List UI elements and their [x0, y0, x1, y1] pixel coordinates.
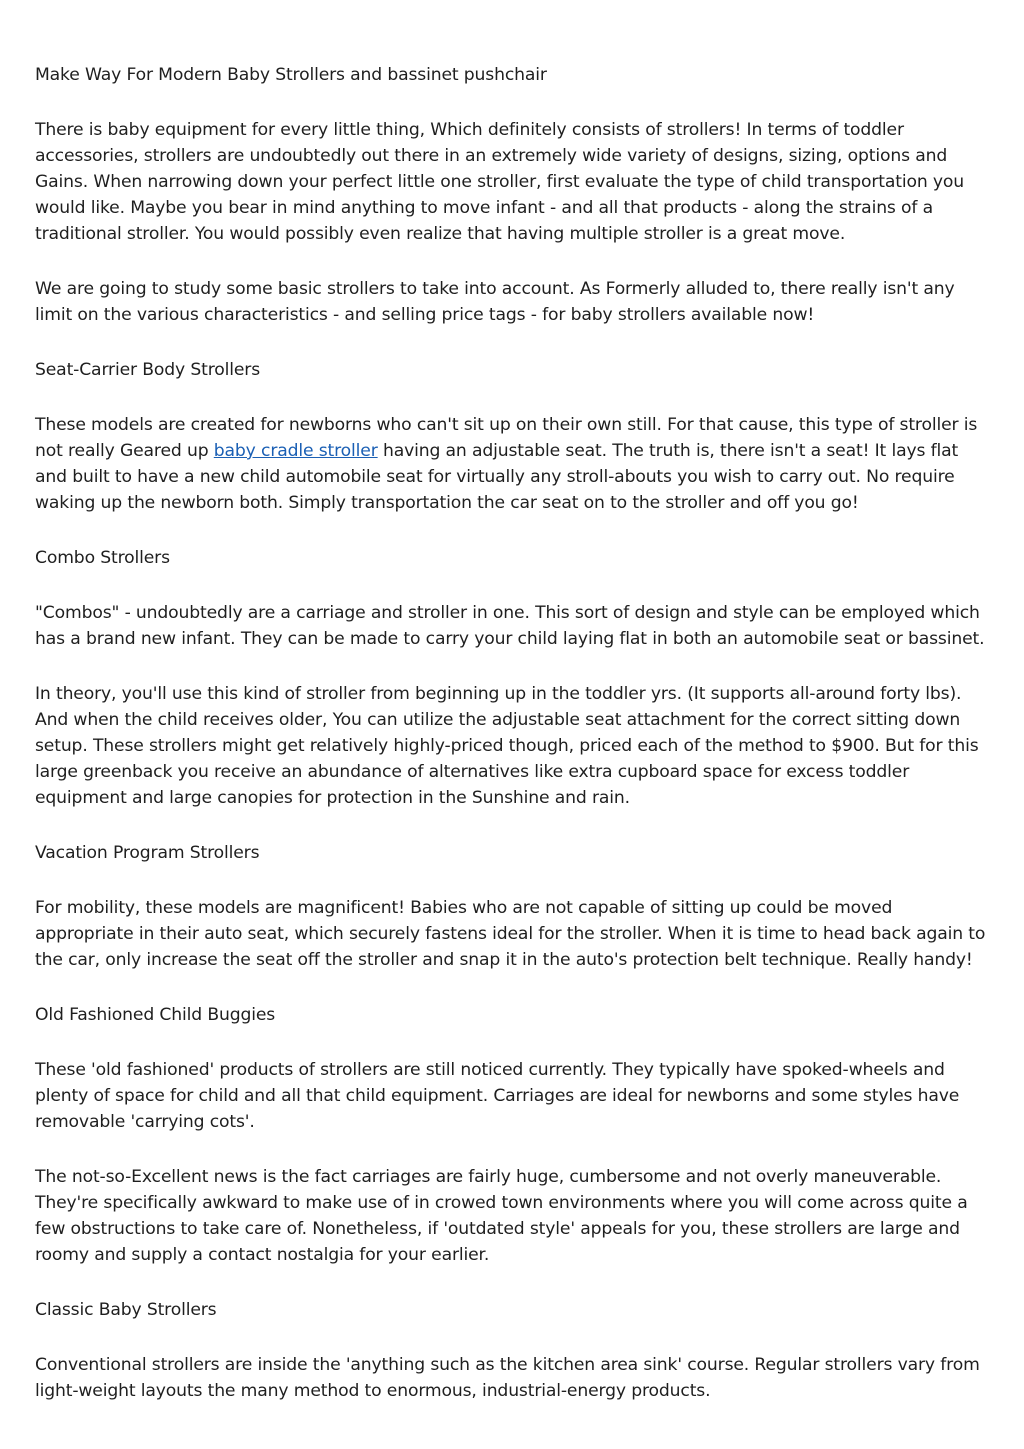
document-page [35, 62, 995, 1433]
section-heading: Seat-Carrier Body Strollers [35, 360, 261, 380]
section-heading: Vacation Program Strollers [35, 843, 260, 863]
article-title: Make Way For Modern Baby Strollers and bassinet pushchair [35, 65, 547, 85]
intro-paragraph: There is baby equipment for every little thing, Which definitely consists of strollers! In terms of toddler accessories, strollers are undoubtedly out there in an extremely wide variety of designs, sizing, options and Gains. When narrowing down your perfect little one stroller, first evaluate the type of child transportation you would like. Maybe you bear in mind anything to move infant - and all that products - along the strains of a traditional stroller. You would possibly even realize that having multiple stroller is a great move. [35, 120, 965, 244]
intro-paragraph: We are going to study some basic strollers to take into account. As Formerly alluded to, there really isn't any limit on the various characteristics - and selling price tags - for baby strollers available now! [35, 279, 955, 325]
section-heading: Combo Strollers [35, 548, 170, 568]
section-paragraph: Conventional strollers are inside the 'anything such as the kitchen area sink' course. Regular strollers vary from light-weight layouts the many method to enormous, industrial-energy products. [35, 1355, 980, 1401]
section-paragraph: In theory, you'll use this kind of stroller from beginning up in the toddler yrs. (It supports all-around forty lbs). And when the child receives older, You can utilize the adjustable seat attachment for the correct sitting down setup. These strollers might get relatively highly-priced though, priced each of the method to $900. But for this large greenback you receive an abundance of alternatives like extra cupboard space for excess toddler equipment and large canopies for protection in the Sunshine and rain. [35, 684, 979, 808]
section-heading: Classic Baby Strollers [35, 1300, 217, 1320]
baby-cradle-stroller-link[interactable]: baby cradle stroller [213, 441, 378, 461]
section-paragraph [35, 412, 995, 516]
section-paragraph: These 'old fashioned' products of strollers are still noticed currently. They typically have spoked-wheels and plenty of space for child and all that child equipment. Carriages are ideal for newborns and some styles have removable 'carrying cots'. [35, 1060, 960, 1132]
paragraph-text: These models are created for newborns who can't sit up on their own still. For that cause, this type of stroller is not really Geared up [35, 415, 978, 461]
section-paragraph: "Combos" - undoubtedly are a carriage and stroller in one. This sort of design and style can be employed which has a brand new infant. They can be made to carry your child laying flat in both an automobile seat or bassinet. [35, 603, 985, 649]
section-heading: Old Fashioned Child Buggies [35, 1005, 276, 1025]
section-paragraph: The not-so-Excellent news is the fact carriages are fairly huge, cumbersome and not overly maneuverable. They're specifically awkward to make use of in crowed town environments where you will come across quite a few obstructions to take care of. Nonetheless, if 'outdated style' appeals for you, these strollers are large and roomy and supply a contact nostalgia for your earlier. [35, 1167, 968, 1265]
paragraph-text: having an adjustable seat. The truth is, there isn't a seat! It lays flat and built to have a new child automobile seat for virtually any stroll-abouts you wish to carry out. No require waking up the newborn both. Simply transportation the car seat on to the stroller and off you go! [35, 441, 959, 513]
section-paragraph: For mobility, these models are magnificent! Babies who are not capable of sitting up could be moved appropriate in their auto seat, which securely fastens ideal for the stroller. When it is time to head back again to the car, only increase the seat off the stroller and snap it in the auto's protection belt technique. Really handy! [35, 898, 986, 970]
